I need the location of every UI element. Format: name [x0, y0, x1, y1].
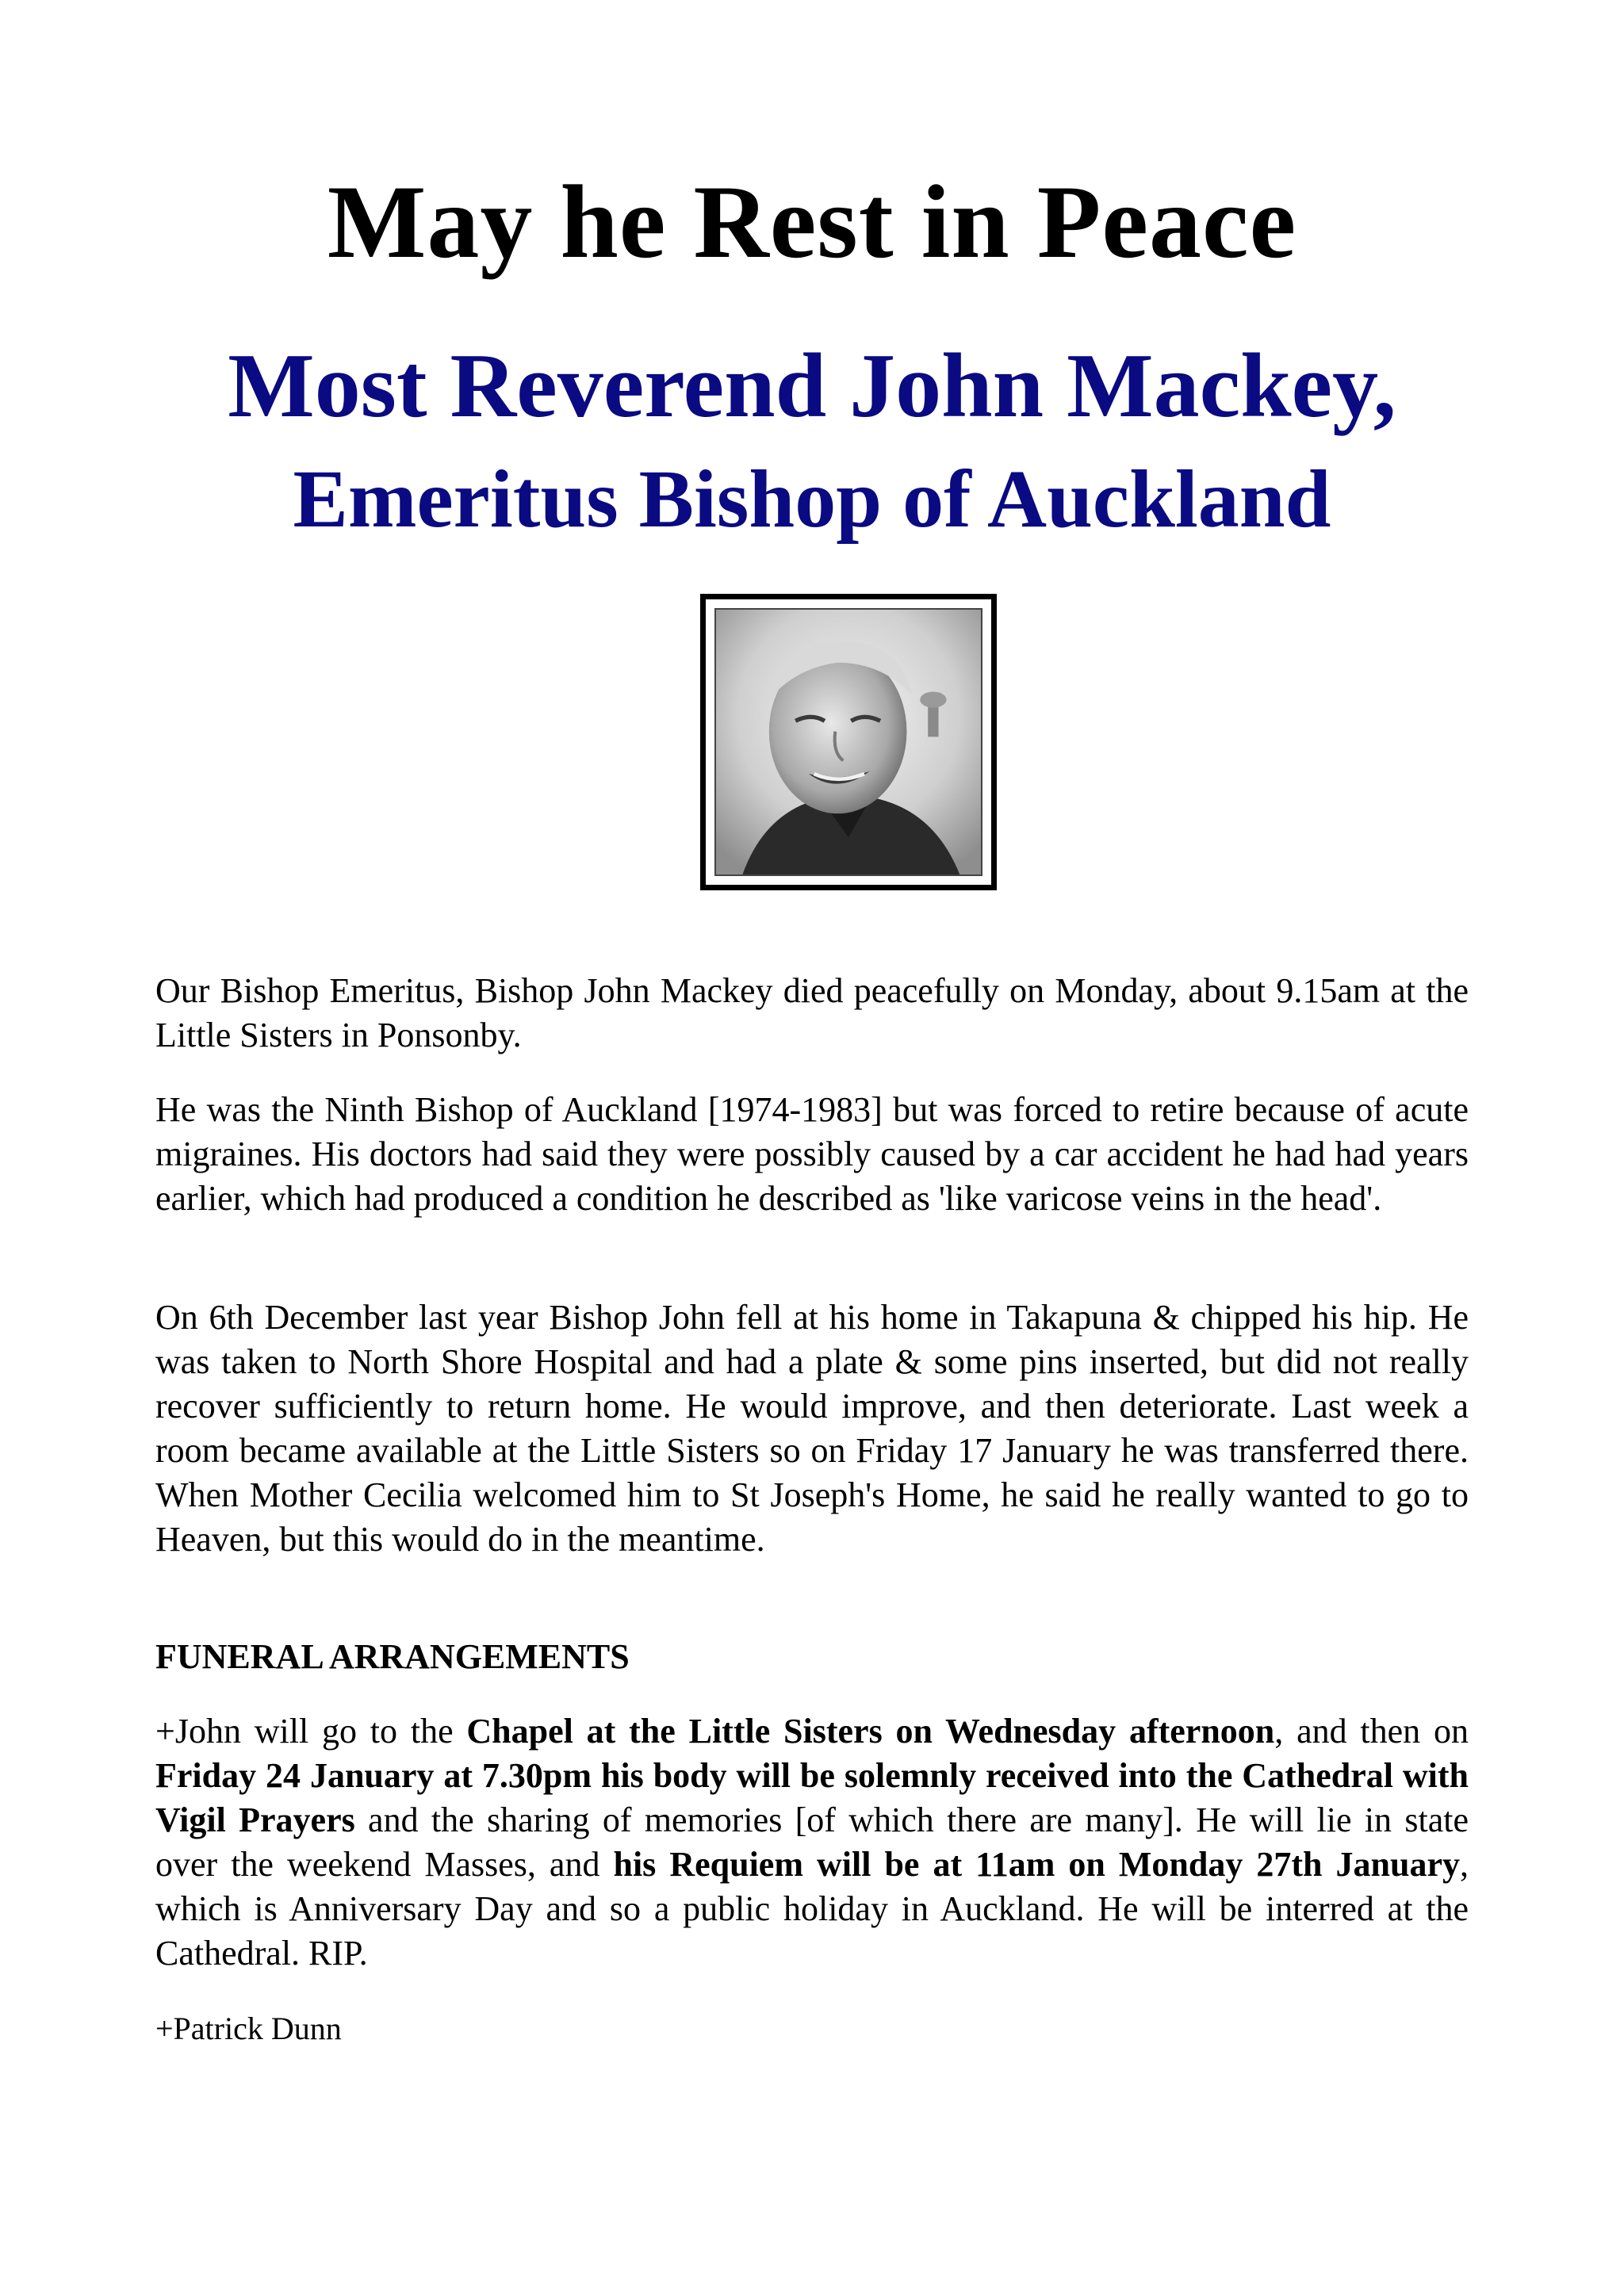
subtitle-position: Emeritus Bishop of Auckland: [293, 453, 1331, 545]
funeral-text-3: and the sharing of memories [of which there are many]. He will lie in state over the weekend Masses, and: [155, 1800, 1469, 1884]
paragraph-biography: He was the Ninth Bishop of Auckland [1974-1983] but was forced to retire because of acute migraines. His doctors had said they were possibly caused by a car accident he had had years earlier, which had produced a condition he described as 'like varicose veins in the head'.: [155, 1090, 1469, 1218]
funeral-requiem-detail: his Requiem will be at 11am on Monday 27th January: [613, 1845, 1460, 1884]
paragraph-funeral-arrangements: [155, 1709, 1469, 1976]
portrait-photo: [714, 608, 982, 876]
funeral-heading: FUNERAL ARRANGEMENTS: [155, 1637, 630, 1676]
portrait-frame: [700, 594, 997, 890]
paragraph-final-illness: On 6th December last year Bishop John fell at his home in Takapuna & chipped his hip. He was taken to North Shore Hospital and had a plate & some pins inserted, but did not really recover sufficiently to return home. He would improve, and then deteriorate. Last week a room became available at the Little Sisters so on Friday 17 January he was transferred there. When Mother Cecilia welcomed him to St Joseph's Home, he said he really wanted to go to Heaven, but this would do in the meantime.: [155, 1298, 1469, 1559]
funeral-text-2: , and then on: [1274, 1712, 1469, 1751]
portrait-image: [716, 610, 981, 874]
funeral-vigil-detail: Friday 24 January at 7.30pm his body will be solemnly received into the Cathedral with Vigil Prayers: [155, 1756, 1469, 1839]
paragraph-announcement: Our Bishop Emeritus, Bishop John Mackey died peacefully on Monday, about 9.15am at the Little Sisters in Ponsonby.: [155, 971, 1469, 1054]
page-title: May he Rest in Peace: [327, 163, 1297, 280]
funeral-text-4: , which is Anniversary Day and so a public holiday in Auckland. He will be interred at the Cathedral. RIP.: [155, 1845, 1469, 1973]
funeral-text-1: +John will go to the: [155, 1712, 467, 1751]
signature: +Patrick Dunn: [155, 2011, 342, 2046]
funeral-chapel-detail: Chapel at the Little Sisters on Wednesday afternoon: [466, 1712, 1275, 1751]
subtitle-name: Most Reverend John Mackey,: [228, 335, 1396, 437]
